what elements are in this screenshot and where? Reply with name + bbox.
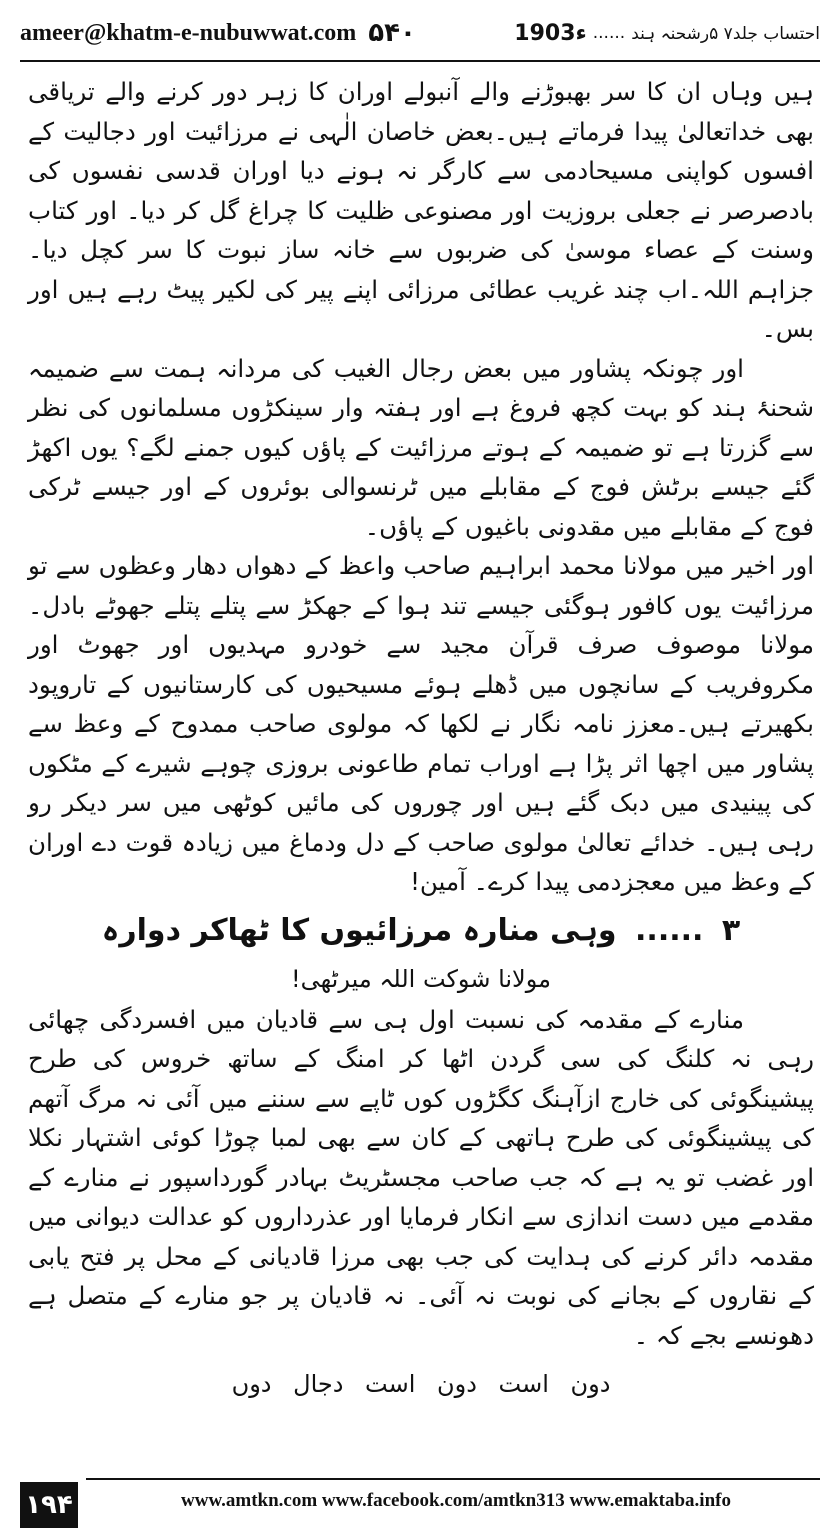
header-left — [20, 18, 416, 48]
header-year: 1903ء — [514, 20, 587, 46]
section-number: ۳ — [721, 912, 741, 948]
footer-page-number: ۱۹۴ — [20, 1482, 78, 1528]
footer-links: www.amtkn.com www.facebook.com/amtkn313 www.emaktaba.info — [181, 1490, 731, 1511]
header-rule — [20, 60, 820, 62]
header-email: ameer@khatm-e-nubuwwat.com — [20, 19, 357, 46]
header-dots: ...... — [592, 23, 626, 43]
page-body — [28, 72, 814, 1462]
header-page-number: ۵۴۰ — [368, 18, 416, 48]
section-author: مولانا شوکت اللہ میرٹھی! — [290, 964, 551, 993]
verse-line: دون است دون است دجال دوں — [231, 1370, 611, 1398]
header-title: احتساب جلد۷ ۵رشحنہ ہند — [631, 23, 820, 44]
paragraph-3: اور اخیر میں مولانا محمد ابراہیم صاحب واعظ کے دھواں دھار وعظوں سے تو مرزائیت یوں کافور ہوگئی جیسے تند ہوا کے جھکڑ سے پتلے پتلے جھوٹے بادل۔ مولانا موصوف صرف قرآن مجید سے خودرو مہدیوں اور جھوٹ اور مکروفریب کے سانچوں میں ڈھلے ہوئے مسیحیوں کی کارستانیوں کے تاروپود بکھیرتے ہیں۔معزز نامہ نگار نے لکھا کہ مولوی صاحب ممدوح کے وعظ سے پشاور میں اچھا اثر پڑا ہے اوراب تمام طاعونی بروزی چوہے شیرے کے مٹکوں کی پینیدی میں دبک گئے ہیں اور چوروں کی مائیں کوٹھی میں سر دیکر رو رہی ہیں۔ خدائے تعالیٰ مولوی صاحب کے دل ودماغ میں زیادہ قوت دے اوران کے وعظ میں معجزدمی پیدا کرے۔ آمین! — [28, 551, 814, 896]
section-title: وہی منارہ مرزائیوں کا ٹھاکر دوارہ — [101, 912, 617, 948]
section-dots: ...... — [635, 912, 704, 948]
paragraph-2: اور چونکہ پشاور میں بعض رجال الغیب کی مردانہ ہمت سے ضمیمہ شحنۂ ہند کو بہت کچھ فروغ ہے اور ہفتہ وار سینکڑوں مسلمانوں کی نظر سے گزرتا ہے تو ضمیمہ کے ہوتے مرزائیت کے پاؤں کیوں جمنے لگے؟ یوں اکھڑ گئے جیسے برٹش فوج کے مقابلے میں ٹرنسوالی بوئروں کے اور جیسے ٹرکی فوج کے مقابلے میں مقدونی باغیوں کے پاؤں۔ — [28, 353, 814, 541]
page-header — [20, 8, 820, 58]
section-heading — [28, 904, 814, 958]
paragraph-4: منارے کے مقدمہ کی نسبت اول ہی سے قادیان میں افسردگی چھائی رہی نہ کلنگ کی سی گردن اٹھا کر امنگ کے ساتھ خروس کی طرح پیشینگوئی کی خارج ازآہنگ کگڑوں کوں ٹاپے سے سننے میں آئی نہ مرگ آتھم کی پیشینگوئی کی طرح ہاتھی کے کان سے بھی لمبا چوڑا کوئی اشتہار نکلا اور غضب تو یہ ہے کہ جب صاحب مجسٹریٹ بہادر گورداسپور نے منارے کے مقدمے میں دست اندازی سے انکار فرمایا اور عذرداروں کو عدالت دیوانی میں مقدمہ دائر کرنے کی ہدایت کی جب بھی مرزا قادیانی کے محل پر فتح یابی کے نقاروں کے بجانے کی نوبت نہ آئی۔ نہ قادیان پر جو منارے کے متصل ہے دھونسے بجے کہ ۔ — [28, 1004, 814, 1350]
footer-rule — [86, 1478, 820, 1480]
header-title-block — [514, 21, 820, 46]
paragraph-1: ہیں وہاں ان کا سر بھبوڑنے والے آنبولے اوران کا زہر دور کرنے والے تریاقی بھی خداتعالیٰ پیدا فرماتے ہیں۔بعض خاصان الٰہی نے مرزائیت اور دجالیت کے افسوں کواپنی مسیحادمی سے کارگر نہ ہونے دیا اوران قدسی نفسوں کی بادصرصر نے جعلی بروزیت اور مصنوعی ظلیت کا چراغ گل کر دیا۔ اور کتاب وسنت کے عصاء موسیٰ کی ضربوں سے خانہ ساز نبوت کا سر کچل دیا۔ جزاہم اللہ۔اب چند غریب عطائی مرزائی اپنے پیر کی لکیر پیٹ رہے ہیں اور بس۔ — [28, 77, 814, 343]
